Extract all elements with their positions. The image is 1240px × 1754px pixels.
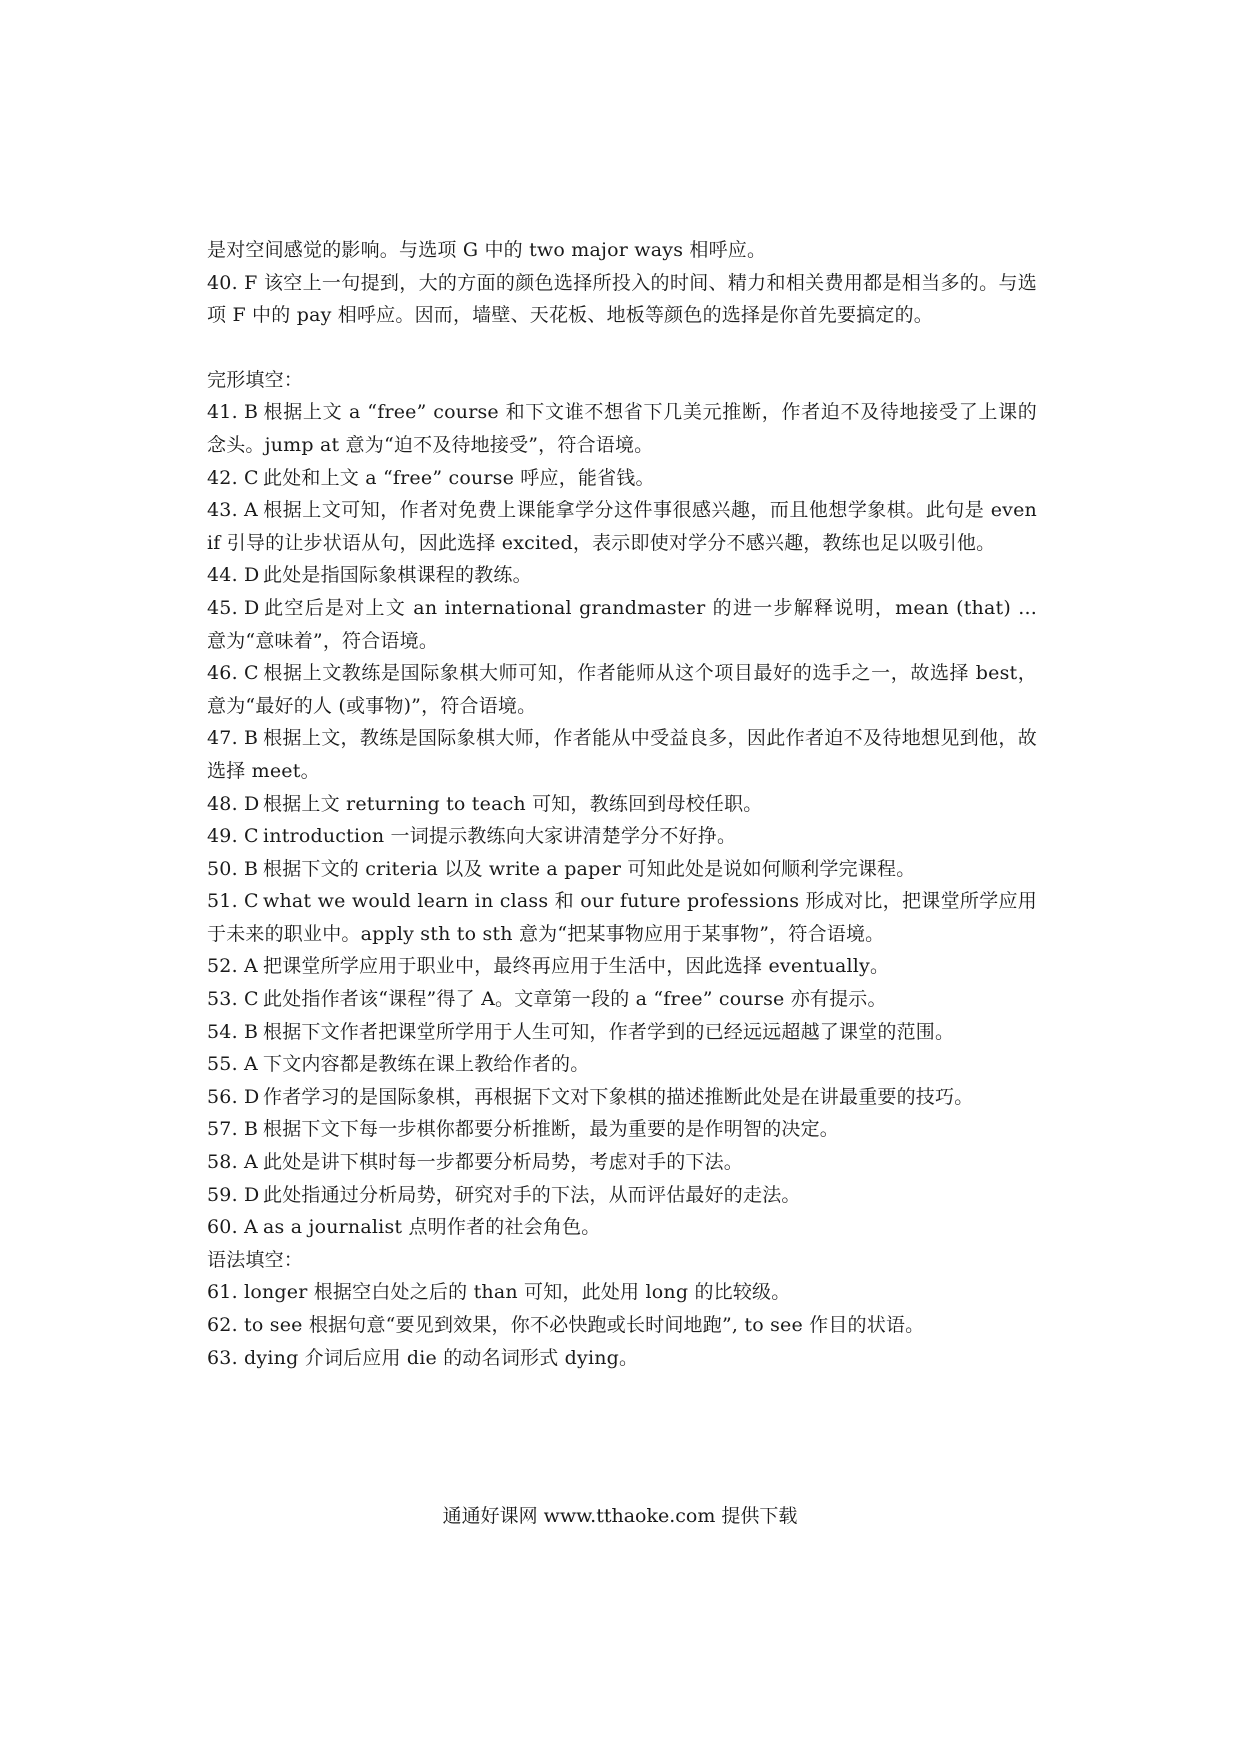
answer-item (207, 788, 1037, 821)
answer-explanation: what we would learn in class 和 our future professions 形成对比，把课堂所学应用于未来的职业中。apply sth to sth 意为“把某事物应用于某事物”，符合语境。 (207, 890, 1037, 945)
answer-number: 43. A (207, 499, 258, 522)
grammar-answers (207, 1276, 1037, 1374)
answer-item (207, 1113, 1037, 1146)
answer-explanation: 根据下文的 criteria 以及 write a paper 可知此处是说如何顺利学完课程。 (263, 857, 916, 880)
answer-item (207, 853, 1037, 886)
answer-number: 41. B (207, 401, 259, 424)
answer-40: 40. F 该空上一句提到，大的方面的颜色选择所投入的时间、精力和相关费用都是相当多的。与选项 F 中的 pay 相呼应。因而，墙壁、天花板、地板等颜色的选择是你首先要搞定的。 (207, 271, 1037, 327)
answer-number: 56. D (207, 1085, 260, 1108)
answer-explanation: 下文内容都是教练在课上教给作者的。 (263, 1053, 590, 1076)
download-footer: 通通好课网 www.tthaoke.com 提供下载 (442, 1505, 798, 1527)
answer-explanation: 此处是指国际象棋课程的教练。 (263, 564, 532, 587)
answer-explanation: 把课堂所学应用于职业中，最终再应用于生活中，因此选择 eventually。 (263, 955, 890, 978)
answer-item (207, 592, 1037, 657)
answer-explanation: as a journalist 点明作者的社会角色。 (263, 1216, 601, 1239)
answer-item (207, 559, 1037, 592)
answer-number: 58. A (207, 1151, 258, 1174)
answer-number: 60. A (207, 1216, 258, 1239)
grammar-heading: 语法填空： (207, 1248, 304, 1271)
answer-item (207, 657, 1037, 722)
answer-number: 59. D (207, 1183, 260, 1206)
grammar-answer-item: 63. dying 介词后应用 die 的动名词形式 dying。 (207, 1346, 639, 1369)
answer-item (207, 722, 1037, 787)
cloze-answers (207, 396, 1037, 1243)
intro-line: 是对空间感觉的影响。与选项 G 中的 two major ways 相呼应。 (207, 239, 767, 261)
answer-number: 53. C (207, 988, 259, 1011)
answer-explanation: 根据上文教练是国际象棋大师可知，作者能师从这个项目最好的选手之一，故选择 best，意为“最好的人 (或事物)”，符合语境。 (207, 662, 1037, 717)
answer-number: 49. C (207, 825, 259, 848)
answer-number: 50. B (207, 857, 259, 880)
answer-number: 47. B (207, 727, 259, 750)
answer-number: 46. C (207, 662, 259, 685)
answer-item (207, 396, 1037, 461)
answer-explanation: 根据上文 a “free” course 和下文谁不想省下几美元推断，作者迫不及待地接受了上课的念头。jump at 意为“迫不及待地接受”，符合语境。 (207, 401, 1037, 456)
answer-item (207, 1211, 1037, 1244)
answer-number: 54. B (207, 1020, 259, 1043)
answer-explanation: 此处指作者该“课程”得了 A。文章第一段的 a “free” course 亦有提示。 (263, 988, 887, 1011)
cloze-heading: 完形填空： (207, 368, 304, 391)
answer-explanation: 此处是讲下棋时每一步都要分析局势，考虑对手的下法。 (263, 1151, 744, 1174)
answer-item (207, 885, 1037, 950)
grammar-answer-item: 61. longer 根据空白处之后的 than 可知，此处用 long 的比较级。 (207, 1281, 791, 1304)
answer-number: 45. D (207, 596, 260, 619)
answer-item (207, 1179, 1037, 1212)
answer-item (207, 1048, 1037, 1081)
answer-item (207, 983, 1037, 1016)
grammar-answer-item: 62. to see 根据句意“要见到效果，你不必快跑或长时间地跑”, to see 作目的状语。 (207, 1314, 925, 1336)
answer-number: 42. C (207, 466, 259, 489)
answer-number: 48. D (207, 792, 260, 815)
answer-item (207, 820, 1037, 853)
answer-explanation: 根据上文可知，作者对免费上课能拿学分这件事很感兴趣，而且他想学象棋。此句是 even if 引导的让步状语从句，因此选择 excited，表示即使对学分不感兴趣，教练也足以吸引他。 (207, 499, 1037, 554)
answer-explanation: 根据上文 returning to teach 可知，教练回到母校任职。 (263, 792, 763, 815)
answer-explanation: 根据下文下每一步棋你都要分析推断，最为重要的是作明智的决定。 (263, 1118, 840, 1141)
answer-explanation: 作者学习的是国际象棋，再根据下文对下象棋的描述推断此处是在讲最重要的技巧。 (263, 1085, 974, 1108)
answer-number: 52. A (207, 955, 258, 978)
spacer (207, 332, 1037, 364)
answer-item (207, 1146, 1037, 1179)
answer-explanation: introduction 一词提示教练向大家讲清楚学分不好挣。 (263, 825, 737, 848)
answer-item (207, 1081, 1037, 1114)
answer-item (207, 1016, 1037, 1049)
answer-number: 55. A (207, 1053, 258, 1076)
answer-item (207, 462, 1037, 495)
answer-explanation: 根据上文，教练是国际象棋大师，作者能从中受益良多，因此作者迫不及待地想见到他，故选择 meet。 (207, 727, 1037, 782)
answer-number: 51. C (207, 890, 259, 913)
answer-key-page (207, 234, 1037, 1374)
answer-item (207, 494, 1037, 559)
answer-explanation: 此处和上文 a “free” course 呼应，能省钱。 (263, 466, 655, 489)
answer-explanation: 根据下文作者把课堂所学用于人生可知，作者学到的已经远远超越了课堂的范围。 (263, 1020, 955, 1043)
answer-number: 57. B (207, 1118, 259, 1141)
answer-number: 44. D (207, 564, 260, 587)
answer-item (207, 950, 1037, 983)
answer-explanation: 此处指通过分析局势，研究对手的下法，从而评估最好的走法。 (263, 1183, 801, 1206)
answer-explanation: 此空后是对上文 an international grandmaster 的进一步解释说明，mean (that) ... 意为“意味着”，符合语境。 (207, 596, 1037, 652)
